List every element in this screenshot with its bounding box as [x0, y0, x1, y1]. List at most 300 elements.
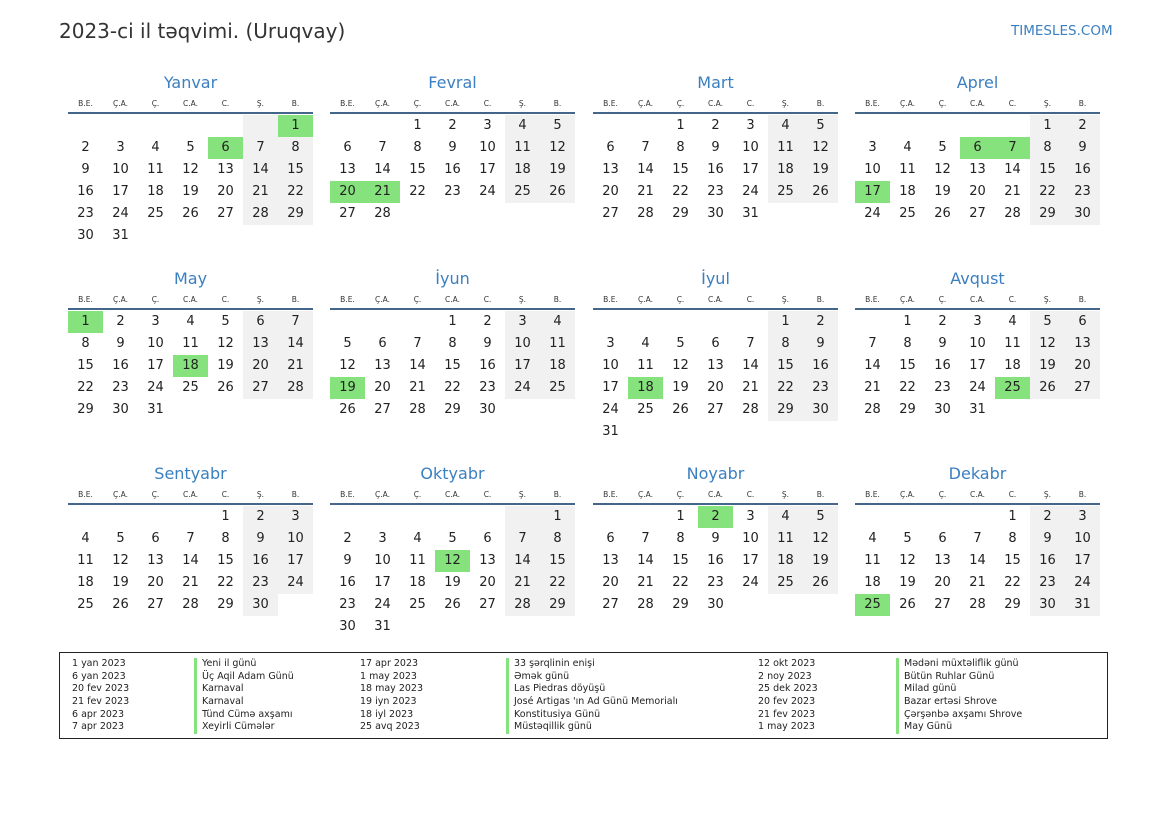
day-cell[interactable]: 1: [676, 118, 685, 133]
day-cell[interactable]: 16: [803, 355, 838, 377]
holiday-day[interactable]: 18: [628, 377, 663, 399]
day-cell[interactable]: 16: [77, 184, 94, 199]
day-cell[interactable]: 6: [243, 311, 278, 333]
day-cell[interactable]: 26: [803, 181, 838, 203]
day-cell[interactable]: 14: [409, 358, 426, 373]
day-cell[interactable]: 22: [768, 377, 803, 399]
day-cell[interactable]: 27: [217, 206, 234, 221]
day-cell[interactable]: 5: [1030, 311, 1065, 333]
day-cell[interactable]: 30: [339, 619, 356, 634]
day-cell[interactable]: 3: [116, 140, 125, 155]
day-cell[interactable]: 26: [339, 402, 356, 417]
day-cell[interactable]: 28: [243, 203, 278, 225]
day-cell[interactable]: 16: [934, 358, 951, 373]
day-cell[interactable]: 5: [448, 531, 457, 546]
day-cell[interactable]: 1: [1008, 509, 1017, 524]
day-cell[interactable]: 10: [1065, 528, 1100, 550]
holiday-day[interactable]: 1: [68, 311, 103, 333]
day-cell[interactable]: 24: [1065, 572, 1100, 594]
day-cell[interactable]: 12: [803, 528, 838, 550]
day-cell[interactable]: 24: [969, 380, 986, 395]
day-cell[interactable]: 28: [637, 206, 654, 221]
holiday-day[interactable]: 21: [365, 181, 400, 203]
day-cell[interactable]: 15: [409, 162, 426, 177]
holiday-day[interactable]: 25: [855, 594, 890, 616]
day-cell[interactable]: 15: [672, 162, 689, 177]
day-cell[interactable]: 3: [746, 118, 755, 133]
day-cell[interactable]: 28: [637, 597, 654, 612]
day-cell[interactable]: 2: [243, 506, 278, 528]
day-cell[interactable]: 1: [903, 314, 912, 329]
day-cell[interactable]: 31: [742, 206, 759, 221]
day-cell[interactable]: 24: [505, 377, 540, 399]
day-cell[interactable]: 17: [147, 358, 164, 373]
day-cell[interactable]: 1: [540, 506, 575, 528]
day-cell[interactable]: 27: [243, 377, 278, 399]
day-cell[interactable]: 2: [81, 140, 90, 155]
day-cell[interactable]: 10: [479, 140, 496, 155]
day-cell[interactable]: 20: [707, 380, 724, 395]
day-cell[interactable]: 1: [413, 118, 422, 133]
day-cell[interactable]: 8: [768, 333, 803, 355]
day-cell[interactable]: 30: [1030, 594, 1065, 616]
day-cell[interactable]: 28: [278, 377, 313, 399]
day-cell[interactable]: 16: [707, 162, 724, 177]
day-cell[interactable]: 29: [1004, 597, 1021, 612]
day-cell[interactable]: 14: [243, 159, 278, 181]
day-cell[interactable]: 10: [969, 336, 986, 351]
day-cell[interactable]: 19: [182, 184, 199, 199]
day-cell[interactable]: 7: [746, 336, 755, 351]
day-cell[interactable]: 29: [540, 594, 575, 616]
day-cell[interactable]: 8: [221, 531, 230, 546]
day-cell[interactable]: 25: [540, 377, 575, 399]
day-cell[interactable]: 23: [112, 380, 129, 395]
day-cell[interactable]: 2: [483, 314, 492, 329]
day-cell[interactable]: 7: [641, 140, 650, 155]
day-cell[interactable]: 11: [409, 553, 426, 568]
day-cell[interactable]: 12: [339, 358, 356, 373]
day-cell[interactable]: 12: [182, 162, 199, 177]
day-cell[interactable]: 18: [768, 159, 803, 181]
day-cell[interactable]: 6: [606, 531, 615, 546]
day-cell[interactable]: 3: [1065, 506, 1100, 528]
day-cell[interactable]: 10: [112, 162, 129, 177]
day-cell[interactable]: 9: [448, 140, 457, 155]
day-cell[interactable]: 12: [1030, 333, 1065, 355]
day-cell[interactable]: 27: [374, 402, 391, 417]
day-cell[interactable]: 7: [378, 140, 387, 155]
day-cell[interactable]: 23: [444, 184, 461, 199]
day-cell[interactable]: 26: [934, 206, 951, 221]
day-cell[interactable]: 29: [278, 203, 313, 225]
day-cell[interactable]: 3: [483, 118, 492, 133]
day-cell[interactable]: 5: [186, 140, 195, 155]
day-cell[interactable]: 28: [505, 594, 540, 616]
day-cell[interactable]: 27: [1065, 377, 1100, 399]
day-cell[interactable]: 29: [77, 402, 94, 417]
day-cell[interactable]: 23: [243, 572, 278, 594]
day-cell[interactable]: 25: [768, 572, 803, 594]
day-cell[interactable]: 21: [243, 181, 278, 203]
day-cell[interactable]: 12: [803, 137, 838, 159]
day-cell[interactable]: 10: [602, 358, 619, 373]
day-cell[interactable]: 11: [1004, 336, 1021, 351]
day-cell[interactable]: 13: [147, 553, 164, 568]
day-cell[interactable]: 21: [969, 575, 986, 590]
day-cell[interactable]: 25: [409, 597, 426, 612]
day-cell[interactable]: 22: [217, 575, 234, 590]
day-cell[interactable]: 8: [676, 140, 685, 155]
day-cell[interactable]: 21: [637, 575, 654, 590]
day-cell[interactable]: 1: [448, 314, 457, 329]
day-cell[interactable]: 13: [217, 162, 234, 177]
day-cell[interactable]: 3: [278, 506, 313, 528]
day-cell[interactable]: 13: [969, 162, 986, 177]
brand-link[interactable]: TIMESLES.COM: [1011, 23, 1113, 39]
day-cell[interactable]: 31: [602, 424, 619, 439]
day-cell[interactable]: 8: [676, 531, 685, 546]
day-cell[interactable]: 13: [707, 358, 724, 373]
day-cell[interactable]: 22: [278, 181, 313, 203]
day-cell[interactable]: 26: [217, 380, 234, 395]
day-cell[interactable]: 28: [182, 597, 199, 612]
day-cell[interactable]: 25: [505, 181, 540, 203]
day-cell[interactable]: 26: [672, 402, 689, 417]
day-cell[interactable]: 14: [969, 553, 986, 568]
day-cell[interactable]: 19: [672, 380, 689, 395]
day-cell[interactable]: 8: [413, 140, 422, 155]
day-cell[interactable]: 17: [742, 162, 759, 177]
day-cell[interactable]: 6: [1065, 311, 1100, 333]
day-cell[interactable]: 2: [116, 314, 125, 329]
holiday-day[interactable]: 1: [278, 115, 313, 137]
day-cell[interactable]: 6: [343, 140, 352, 155]
day-cell[interactable]: 29: [768, 399, 803, 421]
day-cell[interactable]: 15: [1004, 553, 1021, 568]
day-cell[interactable]: 11: [637, 358, 654, 373]
day-cell[interactable]: 10: [742, 140, 759, 155]
holiday-day[interactable]: 25: [995, 377, 1030, 399]
day-cell[interactable]: 18: [147, 184, 164, 199]
day-cell[interactable]: 19: [217, 358, 234, 373]
day-cell[interactable]: 21: [505, 572, 540, 594]
day-cell[interactable]: 21: [742, 380, 759, 395]
day-cell[interactable]: 18: [505, 159, 540, 181]
day-cell[interactable]: 25: [182, 380, 199, 395]
day-cell[interactable]: 28: [1004, 206, 1021, 221]
day-cell[interactable]: 4: [413, 531, 422, 546]
day-cell[interactable]: 29: [899, 402, 916, 417]
day-cell[interactable]: 28: [374, 206, 391, 221]
day-cell[interactable]: 13: [1065, 333, 1100, 355]
day-cell[interactable]: 18: [899, 184, 916, 199]
day-cell[interactable]: 20: [374, 380, 391, 395]
day-cell[interactable]: 1: [676, 509, 685, 524]
day-cell[interactable]: 30: [77, 228, 94, 243]
day-cell[interactable]: 5: [116, 531, 125, 546]
day-cell[interactable]: 26: [112, 597, 129, 612]
day-cell[interactable]: 15: [77, 358, 94, 373]
day-cell[interactable]: 20: [217, 184, 234, 199]
day-cell[interactable]: 2: [938, 314, 947, 329]
day-cell[interactable]: 28: [864, 402, 881, 417]
day-cell[interactable]: 3: [606, 336, 615, 351]
day-cell[interactable]: 19: [112, 575, 129, 590]
day-cell[interactable]: 20: [934, 575, 951, 590]
day-cell[interactable]: 23: [339, 597, 356, 612]
day-cell[interactable]: 21: [278, 355, 313, 377]
day-cell[interactable]: 5: [343, 336, 352, 351]
holiday-day[interactable]: 12: [435, 550, 470, 572]
day-cell[interactable]: 18: [409, 575, 426, 590]
day-cell[interactable]: 3: [973, 314, 982, 329]
day-cell[interactable]: 16: [1030, 550, 1065, 572]
day-cell[interactable]: 7: [413, 336, 422, 351]
day-cell[interactable]: 14: [374, 162, 391, 177]
day-cell[interactable]: 30: [707, 597, 724, 612]
day-cell[interactable]: 13: [243, 333, 278, 355]
day-cell[interactable]: 6: [378, 336, 387, 351]
day-cell[interactable]: 28: [409, 402, 426, 417]
day-cell[interactable]: 11: [864, 553, 881, 568]
day-cell[interactable]: 19: [803, 550, 838, 572]
day-cell[interactable]: 5: [803, 506, 838, 528]
day-cell[interactable]: 15: [1030, 159, 1065, 181]
day-cell[interactable]: 4: [768, 115, 803, 137]
day-cell[interactable]: 24: [742, 184, 759, 199]
day-cell[interactable]: 22: [409, 184, 426, 199]
day-cell[interactable]: 10: [147, 336, 164, 351]
day-cell[interactable]: 20: [969, 184, 986, 199]
day-cell[interactable]: 20: [479, 575, 496, 590]
day-cell[interactable]: 27: [602, 597, 619, 612]
day-cell[interactable]: 21: [637, 184, 654, 199]
day-cell[interactable]: 5: [540, 115, 575, 137]
day-cell[interactable]: 8: [1008, 531, 1017, 546]
day-cell[interactable]: 8: [448, 336, 457, 351]
day-cell[interactable]: 12: [899, 553, 916, 568]
day-cell[interactable]: 3: [505, 311, 540, 333]
day-cell[interactable]: 13: [374, 358, 391, 373]
day-cell[interactable]: 10: [742, 531, 759, 546]
day-cell[interactable]: 4: [540, 311, 575, 333]
day-cell[interactable]: 23: [77, 206, 94, 221]
day-cell[interactable]: 23: [479, 380, 496, 395]
day-cell[interactable]: 2: [343, 531, 352, 546]
day-cell[interactable]: 19: [444, 575, 461, 590]
day-cell[interactable]: 29: [444, 402, 461, 417]
day-cell[interactable]: 27: [707, 402, 724, 417]
day-cell[interactable]: 15: [217, 553, 234, 568]
day-cell[interactable]: 9: [243, 528, 278, 550]
day-cell[interactable]: 25: [899, 206, 916, 221]
day-cell[interactable]: 9: [1030, 528, 1065, 550]
day-cell[interactable]: 2: [448, 118, 457, 133]
day-cell[interactable]: 1: [221, 509, 230, 524]
day-cell[interactable]: 24: [112, 206, 129, 221]
day-cell[interactable]: 11: [505, 137, 540, 159]
day-cell[interactable]: 17: [602, 380, 619, 395]
day-cell[interactable]: 11: [147, 162, 164, 177]
holiday-day[interactable]: 18: [173, 355, 208, 377]
day-cell[interactable]: 27: [969, 206, 986, 221]
day-cell[interactable]: 29: [217, 597, 234, 612]
holiday-day[interactable]: 2: [698, 506, 733, 528]
day-cell[interactable]: 4: [186, 314, 195, 329]
day-cell[interactable]: 6: [606, 140, 615, 155]
day-cell[interactable]: 5: [938, 140, 947, 155]
day-cell[interactable]: 9: [81, 162, 90, 177]
day-cell[interactable]: 18: [77, 575, 94, 590]
day-cell[interactable]: 29: [672, 206, 689, 221]
day-cell[interactable]: 16: [339, 575, 356, 590]
day-cell[interactable]: 30: [243, 594, 278, 616]
day-cell[interactable]: 21: [1004, 184, 1021, 199]
day-cell[interactable]: 16: [243, 550, 278, 572]
day-cell[interactable]: 24: [602, 402, 619, 417]
day-cell[interactable]: 26: [1030, 377, 1065, 399]
day-cell[interactable]: 14: [864, 358, 881, 373]
day-cell[interactable]: 26: [444, 597, 461, 612]
day-cell[interactable]: 22: [77, 380, 94, 395]
day-cell[interactable]: 17: [479, 162, 496, 177]
day-cell[interactable]: 9: [1065, 137, 1100, 159]
holiday-day[interactable]: 19: [330, 377, 365, 399]
day-cell[interactable]: 15: [540, 550, 575, 572]
day-cell[interactable]: 15: [672, 553, 689, 568]
day-cell[interactable]: 8: [81, 336, 90, 351]
day-cell[interactable]: 31: [1065, 594, 1100, 616]
day-cell[interactable]: 20: [243, 355, 278, 377]
day-cell[interactable]: 10: [374, 553, 391, 568]
day-cell[interactable]: 11: [899, 162, 916, 177]
day-cell[interactable]: 16: [1065, 159, 1100, 181]
day-cell[interactable]: 6: [711, 336, 720, 351]
day-cell[interactable]: 30: [934, 402, 951, 417]
day-cell[interactable]: 1: [1030, 115, 1065, 137]
day-cell[interactable]: 7: [505, 528, 540, 550]
day-cell[interactable]: 15: [444, 358, 461, 373]
day-cell[interactable]: 26: [182, 206, 199, 221]
day-cell[interactable]: 20: [602, 184, 619, 199]
day-cell[interactable]: 13: [602, 553, 619, 568]
day-cell[interactable]: 6: [938, 531, 947, 546]
day-cell[interactable]: 19: [1030, 355, 1065, 377]
day-cell[interactable]: 12: [112, 553, 129, 568]
day-cell[interactable]: 14: [505, 550, 540, 572]
day-cell[interactable]: 26: [540, 181, 575, 203]
day-cell[interactable]: 16: [444, 162, 461, 177]
day-cell[interactable]: 10: [505, 333, 540, 355]
holiday-day[interactable]: 6: [208, 137, 243, 159]
day-cell[interactable]: 20: [147, 575, 164, 590]
day-cell[interactable]: 10: [864, 162, 881, 177]
day-cell[interactable]: 4: [641, 336, 650, 351]
day-cell[interactable]: 19: [934, 184, 951, 199]
day-cell[interactable]: 14: [637, 162, 654, 177]
day-cell[interactable]: 24: [479, 184, 496, 199]
day-cell[interactable]: 30: [1065, 203, 1100, 225]
day-cell[interactable]: 17: [374, 575, 391, 590]
day-cell[interactable]: 7: [868, 336, 877, 351]
day-cell[interactable]: 7: [243, 137, 278, 159]
day-cell[interactable]: 2: [1065, 115, 1100, 137]
day-cell[interactable]: 20: [602, 575, 619, 590]
day-cell[interactable]: 22: [444, 380, 461, 395]
day-cell[interactable]: 13: [339, 162, 356, 177]
day-cell[interactable]: 30: [479, 402, 496, 417]
day-cell[interactable]: 13: [602, 162, 619, 177]
day-cell[interactable]: 30: [112, 402, 129, 417]
holiday-day[interactable]: 17: [855, 181, 890, 203]
day-cell[interactable]: 13: [934, 553, 951, 568]
day-cell[interactable]: 12: [672, 358, 689, 373]
day-cell[interactable]: 25: [768, 181, 803, 203]
day-cell[interactable]: 17: [505, 355, 540, 377]
day-cell[interactable]: 21: [182, 575, 199, 590]
day-cell[interactable]: 28: [742, 402, 759, 417]
day-cell[interactable]: 27: [339, 206, 356, 221]
day-cell[interactable]: 16: [707, 553, 724, 568]
day-cell[interactable]: 9: [343, 553, 352, 568]
day-cell[interactable]: 8: [1030, 137, 1065, 159]
day-cell[interactable]: 9: [483, 336, 492, 351]
day-cell[interactable]: 8: [278, 137, 313, 159]
day-cell[interactable]: 24: [147, 380, 164, 395]
day-cell[interactable]: 27: [479, 597, 496, 612]
day-cell[interactable]: 6: [483, 531, 492, 546]
day-cell[interactable]: 22: [899, 380, 916, 395]
day-cell[interactable]: 25: [77, 597, 94, 612]
day-cell[interactable]: 31: [112, 228, 129, 243]
day-cell[interactable]: 23: [707, 575, 724, 590]
day-cell[interactable]: 11: [768, 137, 803, 159]
day-cell[interactable]: 25: [147, 206, 164, 221]
day-cell[interactable]: 27: [934, 597, 951, 612]
day-cell[interactable]: 24: [742, 575, 759, 590]
day-cell[interactable]: 8: [903, 336, 912, 351]
day-cell[interactable]: 27: [147, 597, 164, 612]
day-cell[interactable]: 28: [969, 597, 986, 612]
day-cell[interactable]: 11: [182, 336, 199, 351]
day-cell[interactable]: 9: [938, 336, 947, 351]
day-cell[interactable]: 3: [378, 531, 387, 546]
day-cell[interactable]: 5: [803, 115, 838, 137]
day-cell[interactable]: 7: [278, 311, 313, 333]
day-cell[interactable]: 17: [278, 550, 313, 572]
day-cell[interactable]: 4: [1008, 314, 1017, 329]
day-cell[interactable]: 17: [112, 184, 129, 199]
day-cell[interactable]: 9: [803, 333, 838, 355]
day-cell[interactable]: 31: [147, 402, 164, 417]
day-cell[interactable]: 18: [864, 575, 881, 590]
day-cell[interactable]: 17: [1065, 550, 1100, 572]
holiday-day[interactable]: 20: [330, 181, 365, 203]
day-cell[interactable]: 12: [540, 137, 575, 159]
day-cell[interactable]: 17: [969, 358, 986, 373]
day-cell[interactable]: 19: [540, 159, 575, 181]
day-cell[interactable]: 26: [899, 597, 916, 612]
day-cell[interactable]: 29: [672, 597, 689, 612]
day-cell[interactable]: 26: [803, 572, 838, 594]
day-cell[interactable]: 24: [374, 597, 391, 612]
day-cell[interactable]: 17: [742, 553, 759, 568]
day-cell[interactable]: 18: [540, 355, 575, 377]
day-cell[interactable]: 14: [278, 333, 313, 355]
day-cell[interactable]: 10: [278, 528, 313, 550]
day-cell[interactable]: 14: [637, 553, 654, 568]
